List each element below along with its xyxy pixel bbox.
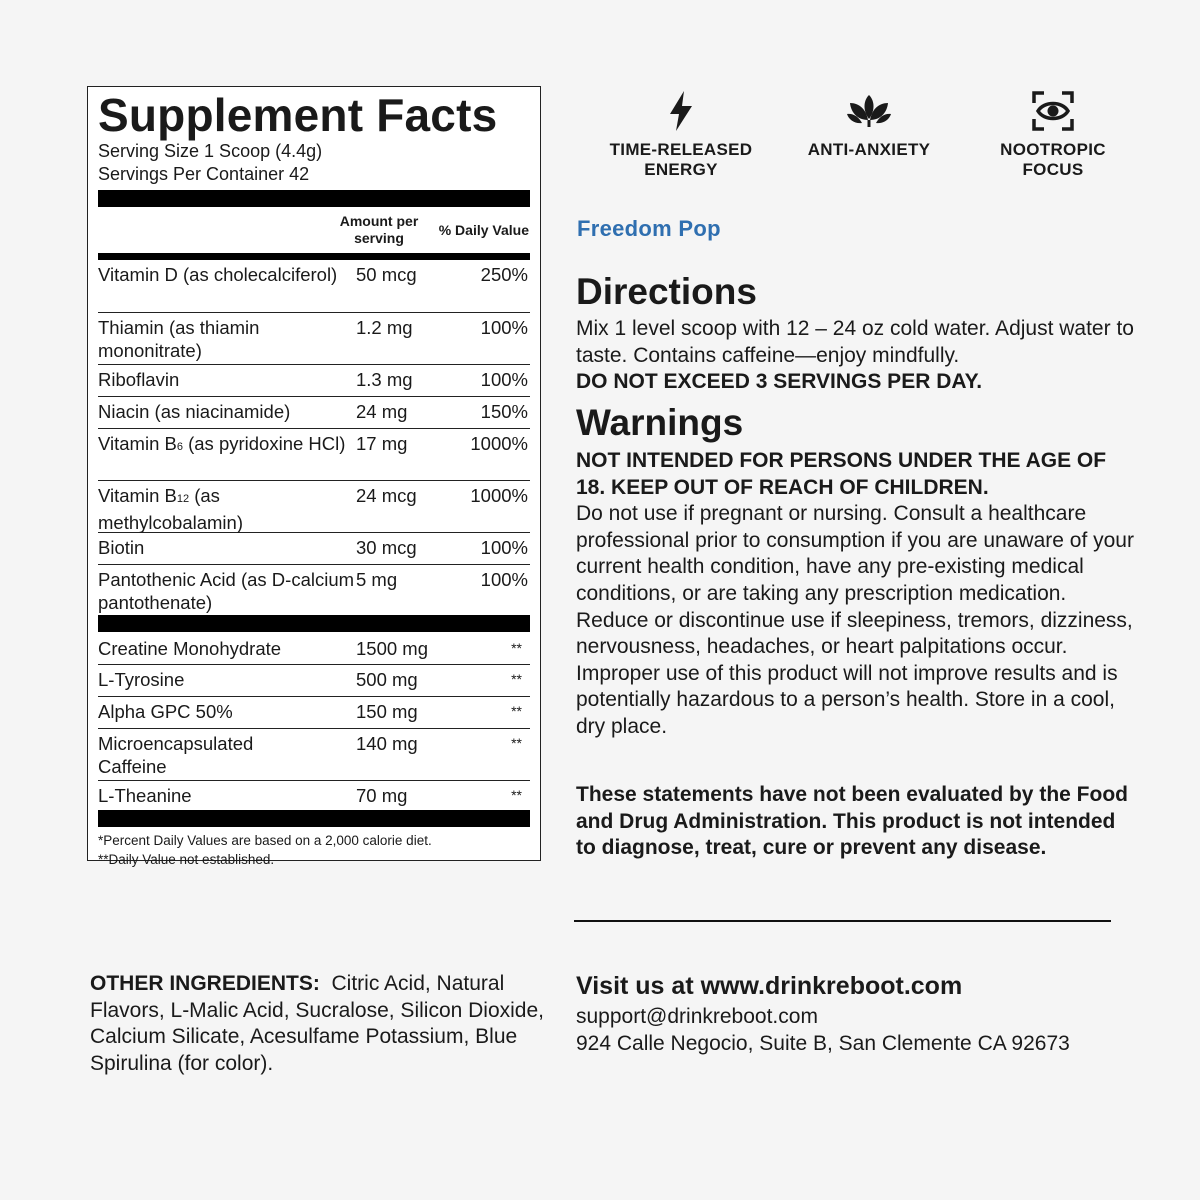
warnings-section <box>576 403 1136 741</box>
other-ingredients <box>90 971 550 1077</box>
directions-text: Mix 1 level scoop with 12 – 24 oz cold water. Adjust water to taste. Contains caffeine—enjoy mindfully. <box>576 317 1134 367</box>
nutrient-name: Niacin (as niacinamide) <box>98 401 291 422</box>
nutrient-amount: 140 mg <box>356 733 418 754</box>
nutrient-row <box>98 780 530 810</box>
divider-medium <box>98 253 530 260</box>
footnote-daily-value-not-established: **Daily Value not established. <box>98 852 275 867</box>
nutrient-name: Biotin <box>98 537 145 558</box>
feature-label: TIME-RELEASED ENERGY <box>609 140 753 179</box>
lotus-icon <box>784 90 954 132</box>
warnings-age-notice: NOT INTENDED FOR PERSONS UNDER THE AGE OF 18. KEEP OUT OF REACH OF CHILDREN. <box>576 449 1107 499</box>
nutrient-daily-value: 1000% <box>470 433 528 454</box>
contact-section <box>576 971 1136 1057</box>
directions-section <box>576 272 1136 396</box>
feature-anti-anxiety <box>784 90 954 160</box>
feature-label: ANTI-ANXIETY <box>807 140 931 159</box>
nutrient-name: Alpha GPC 50% <box>98 701 233 722</box>
other-ingredients-label: OTHER INGREDIENTS: <box>90 972 320 995</box>
fda-disclaimer: These statements have not been evaluated by the Food and Drug Administration. This product is not intended to diagnose, treat, cure or prevent any disease. <box>576 783 1128 860</box>
flavor-name: Freedom Pop <box>577 216 721 241</box>
nutrient-name: Creatine Monohydrate <box>98 638 282 659</box>
feature-nootropic-focus <box>968 90 1138 180</box>
nutrient-name: L-Theanine <box>98 785 192 806</box>
nutrient-daily-value: 100% <box>480 317 528 338</box>
nutrient-amount: 70 mg <box>356 785 408 806</box>
other-ingredients-text: Citric Acid, Natural Flavors, L-Malic Acid, Sucralose, Silicon Dioxide, Calcium Silicate, Acesulfame Potassium, Blue Spirulina (for color). <box>90 972 545 1075</box>
column-header <box>98 207 530 253</box>
lightning-bolt-icon <box>596 90 766 132</box>
nutrient-row <box>98 396 530 428</box>
nutrient-daily-value: ** <box>511 640 522 656</box>
nutrient-name: Vitamin D (as cholecalciferol) <box>98 264 338 285</box>
divider-thick <box>98 810 530 827</box>
servings-per-container: Servings Per Container 42 <box>98 164 310 184</box>
nutrient-name: Riboflavin <box>98 369 180 390</box>
nutrient-daily-value: 150% <box>480 401 528 422</box>
support-email[interactable]: support@drinkreboot.com <box>576 1005 818 1028</box>
nutrient-name: Microencapsulated Caffeine <box>98 733 254 777</box>
serving-size: Serving Size 1 Scoop (4.4g) <box>98 141 323 161</box>
nutrient-amount: 1.3 mg <box>356 369 413 390</box>
nutrient-name: Vitamin B6 (as pyridoxine HCl) <box>98 433 346 454</box>
nutrient-amount: 1.2 mg <box>356 317 413 338</box>
feature-label: NOOTROPIC FOCUS <box>1000 140 1106 179</box>
nutrient-amount: 50 mcg <box>356 264 417 285</box>
nutrient-daily-value: 100% <box>480 537 528 558</box>
nutrient-daily-value: ** <box>511 787 522 803</box>
divider-thick <box>98 615 530 632</box>
nutrient-row <box>98 364 530 396</box>
nutrient-name: L-Tyrosine <box>98 669 185 690</box>
nutrient-daily-value: 250% <box>480 264 528 285</box>
nutrient-row <box>98 312 530 364</box>
nutrient-row <box>98 260 530 312</box>
nutrient-name: Pantothenic Acid (as D-calcium pantothenate) <box>98 569 355 613</box>
nutrient-amount: 1500 mg <box>356 638 428 659</box>
nutrient-row <box>98 532 530 564</box>
divider-thick <box>98 190 530 207</box>
nutrient-row <box>98 664 530 696</box>
nutrient-row <box>98 428 530 480</box>
nutrient-daily-value: 100% <box>480 369 528 390</box>
nutrient-row <box>98 564 530 615</box>
nutrient-amount: 5 mg <box>356 569 398 590</box>
address: 924 Calle Negocio, Suite B, San Clemente CA 92673 <box>576 1031 1070 1055</box>
eye-focus-icon <box>968 90 1138 132</box>
nutrient-row <box>98 696 530 728</box>
website-link[interactable]: Visit us at www.drinkreboot.com <box>576 972 963 1000</box>
nutrient-amount: 17 mg <box>356 433 408 454</box>
nutrient-row <box>98 480 530 532</box>
nutrient-row <box>98 632 530 664</box>
footnote-percent-daily-values: *Percent Daily Values are based on a 2,000 calorie diet. <box>98 833 432 848</box>
nutrient-daily-value: 100% <box>480 569 528 590</box>
other-nutrient-list <box>98 632 530 810</box>
facts-title: Supplement Facts <box>98 89 498 141</box>
nutrient-name: Thiamin (as thiamin mononitrate) <box>98 317 260 361</box>
warnings-heading: Warnings <box>576 402 744 443</box>
nutrient-daily-value: ** <box>511 671 522 687</box>
vitamin-list <box>98 260 530 615</box>
directions-heading: Directions <box>576 271 757 312</box>
section-divider <box>574 920 1111 922</box>
directions-limit: DO NOT EXCEED 3 SERVINGS PER DAY. <box>576 370 983 394</box>
daily-value-column-label: % Daily Value <box>438 221 529 238</box>
nutrient-amount: 500 mg <box>356 669 418 690</box>
nutrient-daily-value: 1000% <box>470 485 528 506</box>
nutrient-name: Vitamin B12 (as methylcobalamin) <box>98 485 243 533</box>
nutrient-daily-value: ** <box>511 703 522 719</box>
amount-column-label: Amount per serving <box>339 213 419 246</box>
nutrient-amount: 30 mcg <box>356 537 417 558</box>
nutrient-row <box>98 728 530 780</box>
nutrient-amount: 24 mg <box>356 401 408 422</box>
warnings-text: Do not use if pregnant or nursing. Consult a healthcare professional prior to consumption if you are unaware of your current health condition, have any pre-existing medical conditions, or are taking any prescription medication. Reduce or discontinue use if sleepiness, tremors, dizziness, nervousness, headaches, or heart palpitations occur. Improper use of this product will not improve results and is potentially hazardous to a person’s health. Store in a cool, dry place. <box>576 502 1134 738</box>
supplement-facts-panel <box>87 86 541 867</box>
feature-time-released-energy <box>596 90 766 180</box>
nutrient-daily-value: ** <box>511 735 522 751</box>
nutrient-amount: 24 mcg <box>356 485 417 506</box>
nutrient-amount: 150 mg <box>356 701 418 722</box>
